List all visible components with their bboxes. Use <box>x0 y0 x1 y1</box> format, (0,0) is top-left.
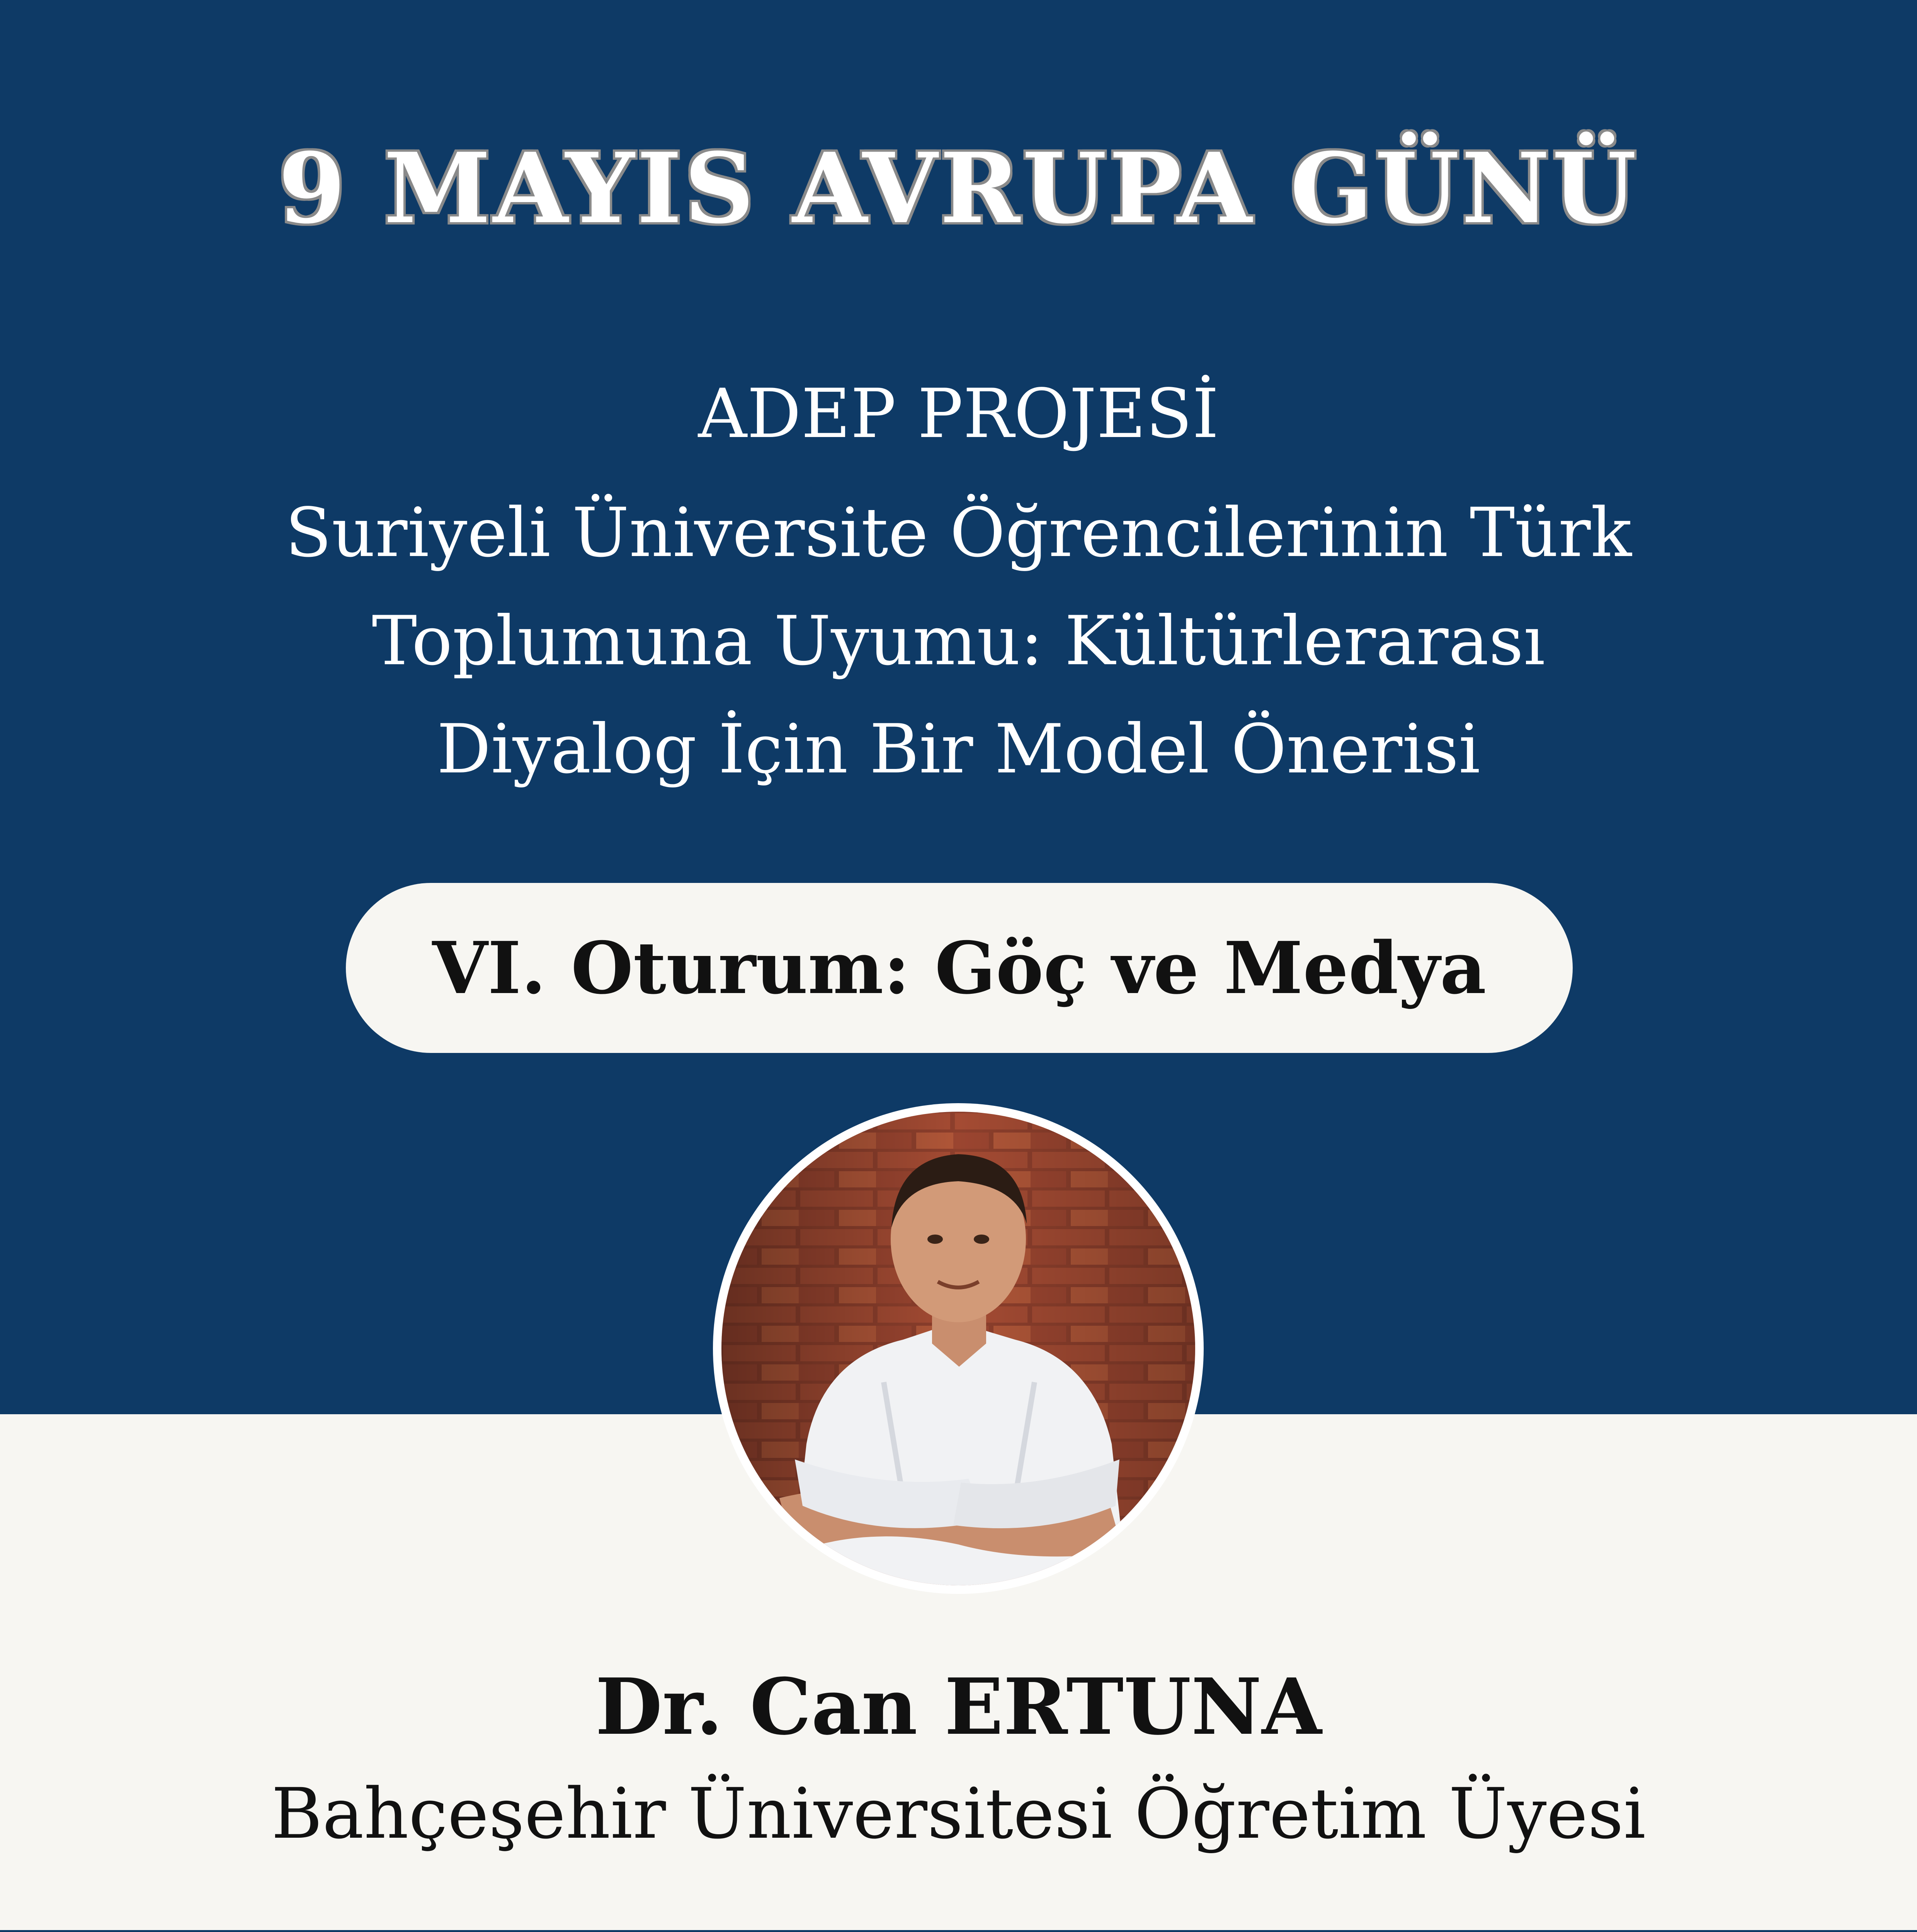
subtitle-line: Diyalog İçin Bir Model Önerisi <box>437 710 1480 789</box>
session-label: VI. Oturum: Göç ve Medya <box>432 926 1487 1010</box>
speaker-photo <box>713 1103 1204 1594</box>
event-title: 9 MAYIS AVRUPA GÜNÜ <box>278 131 1639 245</box>
speaker-name: Dr. Can ERTUNA <box>595 1662 1322 1752</box>
session-badge <box>346 883 1573 1053</box>
project-title: ADEP PROJESİ <box>698 375 1219 453</box>
speaker-portrait-photo <box>721 1112 1195 1585</box>
speaker-affiliation: Bahçeşehir Üniversitesi Öğretim Üyesi <box>271 1774 1646 1854</box>
subtitle-line: Toplumuna Uyumu: Kültürlerarası <box>372 602 1545 680</box>
subtitle-line: Suriyeli Üniversite Öğrencilerinin Türk <box>285 494 1632 572</box>
project-subtitle <box>0 479 1917 804</box>
